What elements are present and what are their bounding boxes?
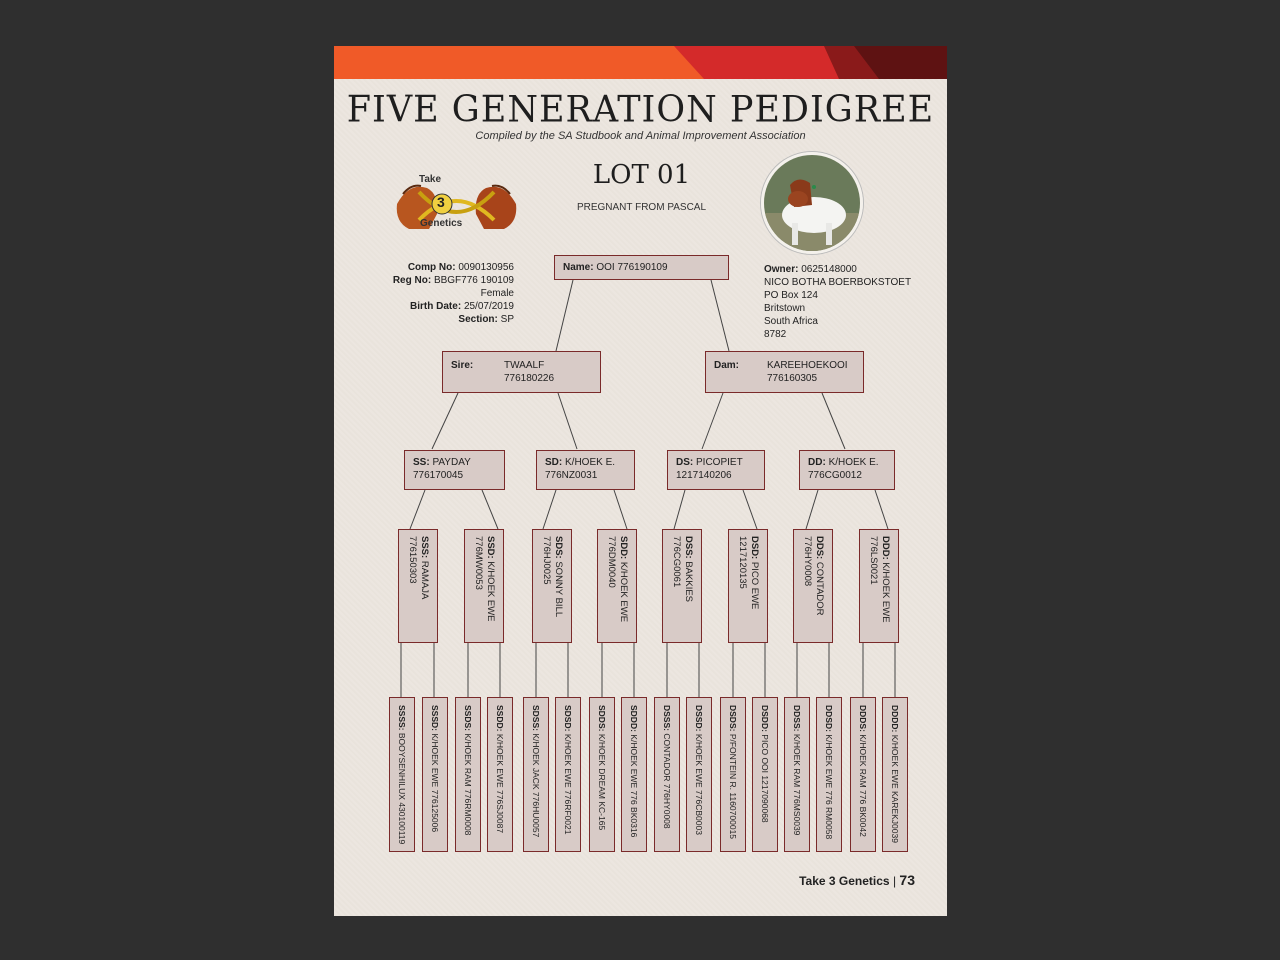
ggp-name: BAKKIES bbox=[683, 561, 694, 603]
grandparent-box-ss bbox=[404, 450, 505, 490]
ggp-name: K/HOEK EWE bbox=[880, 562, 891, 623]
owner-line: 8782 bbox=[764, 329, 787, 340]
take3-genetics-logo bbox=[389, 174, 524, 232]
great-grandparent-box bbox=[662, 529, 702, 643]
owner-line: Britstown bbox=[764, 303, 806, 314]
page-footer bbox=[799, 872, 915, 888]
footer-brand: Take 3 Genetics bbox=[799, 874, 890, 888]
owner-phone: 0625148000 bbox=[801, 264, 857, 275]
ggp-name: RAMAJA bbox=[419, 560, 430, 600]
grandparent-number: 1217140206 bbox=[676, 470, 732, 481]
ancestor-text: K/HOEK EWE KAREKJ0039 bbox=[890, 734, 900, 843]
ggp-name: K/HOEK EWE bbox=[618, 561, 629, 623]
ancestor-text: K/HOEK EWE 776 BK0316 bbox=[629, 734, 639, 838]
ancestor-text: K/HOEK EWE 776RF0021 bbox=[563, 733, 573, 835]
ggp-label: DDD: bbox=[880, 536, 891, 560]
ancestor-label: DSDS: bbox=[728, 705, 738, 732]
ancestor-box bbox=[850, 697, 876, 852]
owner-line: South Africa bbox=[764, 316, 818, 327]
ancestor-box bbox=[389, 697, 415, 852]
sire-number: 776180226 bbox=[504, 373, 555, 384]
sex: Female bbox=[480, 288, 514, 299]
pregnancy-note: PREGNANT FROM PASCAL bbox=[576, 202, 707, 213]
ancestor-label: SSDS: bbox=[463, 705, 473, 731]
comp-no: 0090130956 bbox=[458, 262, 514, 273]
grandparent-name: PICOPIET bbox=[696, 457, 743, 468]
lot-number: LOT 01 bbox=[592, 160, 691, 190]
birth-date: 25/07/2019 bbox=[463, 301, 514, 312]
ancestor-text: P/FONTEIN R. 1160700015 bbox=[728, 733, 738, 840]
grandparent-label: DS: bbox=[676, 457, 694, 468]
ggp-label: SSD: bbox=[485, 536, 496, 559]
ggp-name: CONTADOR bbox=[814, 561, 825, 616]
dam-name: KAREEHOEKOOI bbox=[767, 360, 848, 371]
ancestor-label: DDDD: bbox=[890, 705, 900, 733]
page-title: FIVE GENERATION PEDIGREE bbox=[346, 89, 935, 131]
ancestor-text: K/HOEK JACK 776HU0057 bbox=[531, 733, 541, 838]
ancestor-label: DDSD: bbox=[824, 705, 834, 732]
owner-details bbox=[764, 263, 944, 341]
ancestor-text: K/HOEK EWE 776125006 bbox=[430, 733, 440, 833]
animal-details bbox=[374, 261, 514, 326]
ancestor-box bbox=[784, 697, 810, 852]
reg-no: BBGF776 190109 bbox=[433, 275, 514, 286]
ggp-label: SDS: bbox=[553, 536, 564, 559]
ancestor-text: K/HOEK RAM 776 BK0042 bbox=[858, 734, 868, 837]
goat-photo bbox=[761, 152, 863, 254]
ancestor-text: K/HOEK EWE 776CB0003 bbox=[694, 733, 704, 835]
ancestor-label: SDDD: bbox=[629, 705, 639, 732]
grandparent-label: DD: bbox=[808, 457, 826, 468]
birth-label: Birth Date: bbox=[410, 301, 462, 312]
page-number: 73 bbox=[899, 872, 915, 888]
ancestor-label: DSDD: bbox=[760, 705, 770, 732]
ancestor-box bbox=[555, 697, 581, 852]
name-label: Name: bbox=[563, 262, 594, 273]
ancestor-box bbox=[686, 697, 712, 852]
owner-line: PO Box 124 bbox=[764, 290, 818, 301]
ancestor-label: DSSS: bbox=[662, 705, 672, 731]
ancestor-label: DSSD: bbox=[694, 705, 704, 732]
ggp-label: SDD: bbox=[618, 536, 629, 560]
ggp-name: SONNY BILL bbox=[553, 561, 564, 618]
ancestor-text: K/HOEK DREAM KC-165 bbox=[597, 733, 607, 831]
grandparent-number: 776170045 bbox=[413, 470, 464, 481]
dam-label: Dam: bbox=[714, 360, 740, 371]
ancestor-box bbox=[816, 697, 842, 852]
ancestor-box bbox=[882, 697, 908, 852]
ancestor-text: BOOYSENHILUX 430100119 bbox=[397, 732, 407, 845]
comp-label: Comp No: bbox=[407, 262, 456, 273]
section-label: Section: bbox=[458, 314, 498, 325]
ancestor-box bbox=[720, 697, 746, 852]
ggp-number: 776150303 bbox=[407, 536, 418, 584]
footer-separator: | bbox=[892, 874, 897, 888]
grandparent-name: K/HOEK E. bbox=[565, 457, 616, 468]
subject-name-box bbox=[554, 255, 729, 280]
ancestor-box bbox=[621, 697, 647, 852]
header-banner bbox=[334, 46, 947, 79]
owner-line: NICO BOTHA BOERBOKSTOET bbox=[764, 277, 912, 288]
great-grandparent-box bbox=[532, 529, 572, 643]
grandparent-label: SS: bbox=[413, 457, 430, 468]
ggp-label: DDS: bbox=[814, 536, 825, 560]
page-subtitle: Compiled by the SA Studbook and Animal Improvement Association bbox=[475, 130, 806, 142]
ancestor-text: K/HOEK RAM 776MS0039 bbox=[792, 733, 802, 836]
grandparent-box-ds bbox=[667, 450, 765, 490]
section: SP bbox=[500, 314, 514, 325]
grandparent-name: PAYDAY bbox=[432, 457, 471, 468]
sire-label: Sire: bbox=[451, 360, 474, 371]
ancestor-box bbox=[523, 697, 549, 852]
ggp-number: 1217120135 bbox=[737, 536, 748, 589]
ggp-number: 776HY0008 bbox=[802, 536, 813, 587]
great-grandparent-box bbox=[398, 529, 438, 643]
grandparent-name: K/HOEK E. bbox=[828, 457, 879, 468]
owner-label: Owner: bbox=[764, 264, 799, 275]
ancestor-label: SSSS: bbox=[397, 705, 407, 731]
ggp-number: 776CG0061 bbox=[671, 536, 682, 588]
ancestor-label: SSSD: bbox=[430, 705, 440, 731]
ancestor-label: SDSS: bbox=[531, 705, 541, 731]
great-grandparent-box bbox=[859, 529, 899, 643]
ancestor-box bbox=[487, 697, 513, 852]
great-grandparent-box bbox=[728, 529, 768, 643]
ggp-label: DSD: bbox=[749, 536, 760, 560]
ancestor-label: DDSS: bbox=[792, 705, 802, 732]
ancestor-text: K/HOEK EWE 776 RM0058 bbox=[824, 734, 834, 840]
ancestor-box bbox=[422, 697, 448, 852]
ggp-number: 776LS0021 bbox=[868, 536, 879, 585]
ancestor-text: PICO OOI 1217090068 bbox=[760, 734, 770, 823]
ggp-number: 776HJ0025 bbox=[541, 536, 552, 585]
subject-name: OOI 776190109 bbox=[596, 262, 668, 273]
grandparent-number: 776NZ0031 bbox=[545, 470, 598, 481]
great-grandparent-box bbox=[597, 529, 637, 643]
ancestor-box bbox=[752, 697, 778, 852]
dam-box bbox=[705, 351, 864, 393]
ancestor-label: SSDD: bbox=[495, 705, 505, 732]
grandparent-box-sd bbox=[536, 450, 635, 490]
ancestor-text: K/HOEK RAM 776RM0008 bbox=[463, 733, 473, 836]
ggp-label: SSS: bbox=[419, 536, 430, 559]
great-grandparent-box bbox=[464, 529, 504, 643]
great-grandparent-box bbox=[793, 529, 833, 643]
ggp-number: 776MW0053 bbox=[473, 536, 484, 590]
logo-bottom-text: Genetics bbox=[420, 218, 463, 229]
sire-name: TWAALF bbox=[504, 360, 545, 371]
ancestor-text: K/HOEK EWE 776SJ0087 bbox=[495, 733, 505, 834]
ggp-name: PICO EWE bbox=[749, 561, 760, 610]
ancestor-box bbox=[455, 697, 481, 852]
ancestor-text: CONTADOR 776HY0008 bbox=[662, 733, 672, 829]
ancestor-box bbox=[589, 697, 615, 852]
sire-box bbox=[442, 351, 601, 393]
dam-number: 776160305 bbox=[767, 373, 818, 384]
grandparent-label: SD: bbox=[545, 457, 563, 468]
grandparent-number: 776CG0012 bbox=[808, 470, 862, 481]
ancestor-box bbox=[654, 697, 680, 852]
logo-number: 3 bbox=[437, 194, 445, 210]
ancestor-label: SDDS: bbox=[597, 705, 607, 732]
ggp-number: 776DM0040 bbox=[606, 536, 617, 588]
ancestor-label: DDDS: bbox=[858, 705, 868, 732]
pedigree-page bbox=[334, 46, 947, 916]
ancestor-label: SDSD: bbox=[563, 705, 573, 732]
ggp-label: DSS: bbox=[683, 536, 694, 559]
reg-label: Reg No: bbox=[392, 275, 432, 286]
grandparent-box-dd bbox=[799, 450, 895, 490]
ggp-name: K/HOEK EWE bbox=[485, 561, 496, 622]
logo-top-text: Take bbox=[419, 174, 442, 185]
